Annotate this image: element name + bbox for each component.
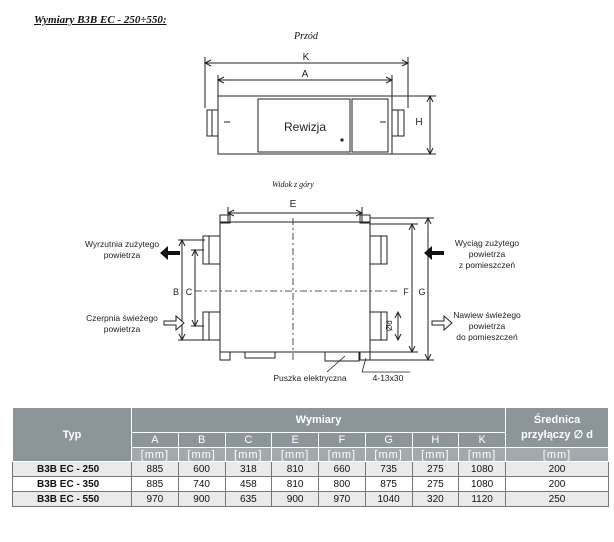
row-value: 600 xyxy=(178,462,225,477)
supply-line2: powietrza xyxy=(468,321,506,331)
row-typ: B3B EC - 250 xyxy=(13,462,132,477)
row-value: 740 xyxy=(178,477,225,492)
col-header-b: B xyxy=(178,433,225,448)
col-header-c: C xyxy=(225,433,272,448)
dim-d-label: Ød xyxy=(385,320,394,331)
wymiary-header: Wymiary xyxy=(132,408,506,433)
dim-c-label: C xyxy=(185,287,193,297)
dim-f-label: F xyxy=(403,287,409,297)
typ-header: Typ xyxy=(13,408,132,462)
mount-holes-label: 4-13x30 xyxy=(372,373,404,383)
dim-b-label: B xyxy=(172,287,180,297)
row-value: 970 xyxy=(132,492,179,507)
unit-cell: [mm] xyxy=(459,448,506,462)
row-value: 885 xyxy=(132,462,179,477)
unit-cell: [mm] xyxy=(365,448,412,462)
diameter-header-line2: przyłączy ∅ d xyxy=(521,428,593,441)
col-header-k: K xyxy=(459,433,506,448)
supply-line3: do pomieszczeń xyxy=(456,332,518,342)
row-diameter: 200 xyxy=(506,462,609,477)
front-view-diagram xyxy=(0,0,614,200)
row-value: 275 xyxy=(412,462,459,477)
dimensions-table xyxy=(12,407,609,507)
dim-h-label: H xyxy=(415,117,423,128)
row-value: 318 xyxy=(225,462,272,477)
row-value: 800 xyxy=(319,477,366,492)
extract-line2: powietrza xyxy=(468,249,506,259)
row-value: 635 xyxy=(225,492,272,507)
intake-line2: powietrza xyxy=(103,324,141,334)
dim-e-label: E xyxy=(289,199,297,210)
row-value: 875 xyxy=(365,477,412,492)
row-value: 1040 xyxy=(365,492,412,507)
intake-line1: Czerpnia świeżego xyxy=(86,313,158,323)
top-view-diagram xyxy=(0,185,614,400)
junction-box-label: Puszka elektryczna xyxy=(273,373,347,383)
row-value: 900 xyxy=(178,492,225,507)
exhaust-out-line1: Wyrzutnia zużytego xyxy=(84,239,160,249)
col-header-f: F xyxy=(319,433,366,448)
row-value: 735 xyxy=(365,462,412,477)
dim-g-label: G xyxy=(418,287,426,297)
supply-line1: Nawiew świeżego xyxy=(453,310,521,320)
col-header-h: H xyxy=(412,433,459,448)
row-value: 660 xyxy=(319,462,366,477)
page-heading: Wymiary B3B EC - 250÷550: xyxy=(34,14,167,26)
table-row xyxy=(13,462,609,477)
extract-line3: z pomieszczeń xyxy=(458,260,516,270)
row-diameter: 250 xyxy=(506,492,609,507)
row-value: 885 xyxy=(132,477,179,492)
table-row xyxy=(13,477,609,492)
row-typ: B3B EC - 550 xyxy=(13,492,132,507)
diameter-header-line1: Średnica xyxy=(533,413,581,426)
exhaust-out-line2: powietrza xyxy=(103,250,141,260)
unit-cell: [mm] xyxy=(319,448,366,462)
row-typ: B3B EC - 350 xyxy=(13,477,132,492)
unit-cell: [mm] xyxy=(412,448,459,462)
col-header-a: A xyxy=(132,433,179,448)
dim-k-label: K xyxy=(302,52,310,63)
dim-a-label: A xyxy=(301,69,309,80)
rewizja-label: Rewizja xyxy=(283,120,327,134)
extract-line1: Wyciąg zużytego xyxy=(454,238,520,248)
intake-arrow xyxy=(164,316,184,330)
unit-cell: [mm] xyxy=(272,448,319,462)
unit-cell: [mm] xyxy=(225,448,272,462)
row-value: 900 xyxy=(272,492,319,507)
table-row xyxy=(13,492,609,507)
top-view-title: Widok z góry xyxy=(272,180,314,189)
col-header-e: E xyxy=(272,433,319,448)
exhaust-arrow xyxy=(160,246,180,260)
row-diameter: 200 xyxy=(506,477,609,492)
supply-arrow xyxy=(432,316,452,330)
diameter-header xyxy=(506,408,609,448)
row-value: 1080 xyxy=(459,462,506,477)
unit-cell: [mm] xyxy=(132,448,179,462)
row-value: 810 xyxy=(272,462,319,477)
unit-cell: [mm] xyxy=(506,448,609,462)
extract-arrow xyxy=(424,246,444,260)
row-value: 320 xyxy=(412,492,459,507)
row-value: 458 xyxy=(225,477,272,492)
unit-cell: [mm] xyxy=(178,448,225,462)
row-value: 275 xyxy=(412,477,459,492)
row-value: 1080 xyxy=(459,477,506,492)
row-value: 1120 xyxy=(459,492,506,507)
front-view-title: Przód xyxy=(294,31,318,42)
row-value: 810 xyxy=(272,477,319,492)
row-value: 970 xyxy=(319,492,366,507)
col-header-g: G xyxy=(365,433,412,448)
